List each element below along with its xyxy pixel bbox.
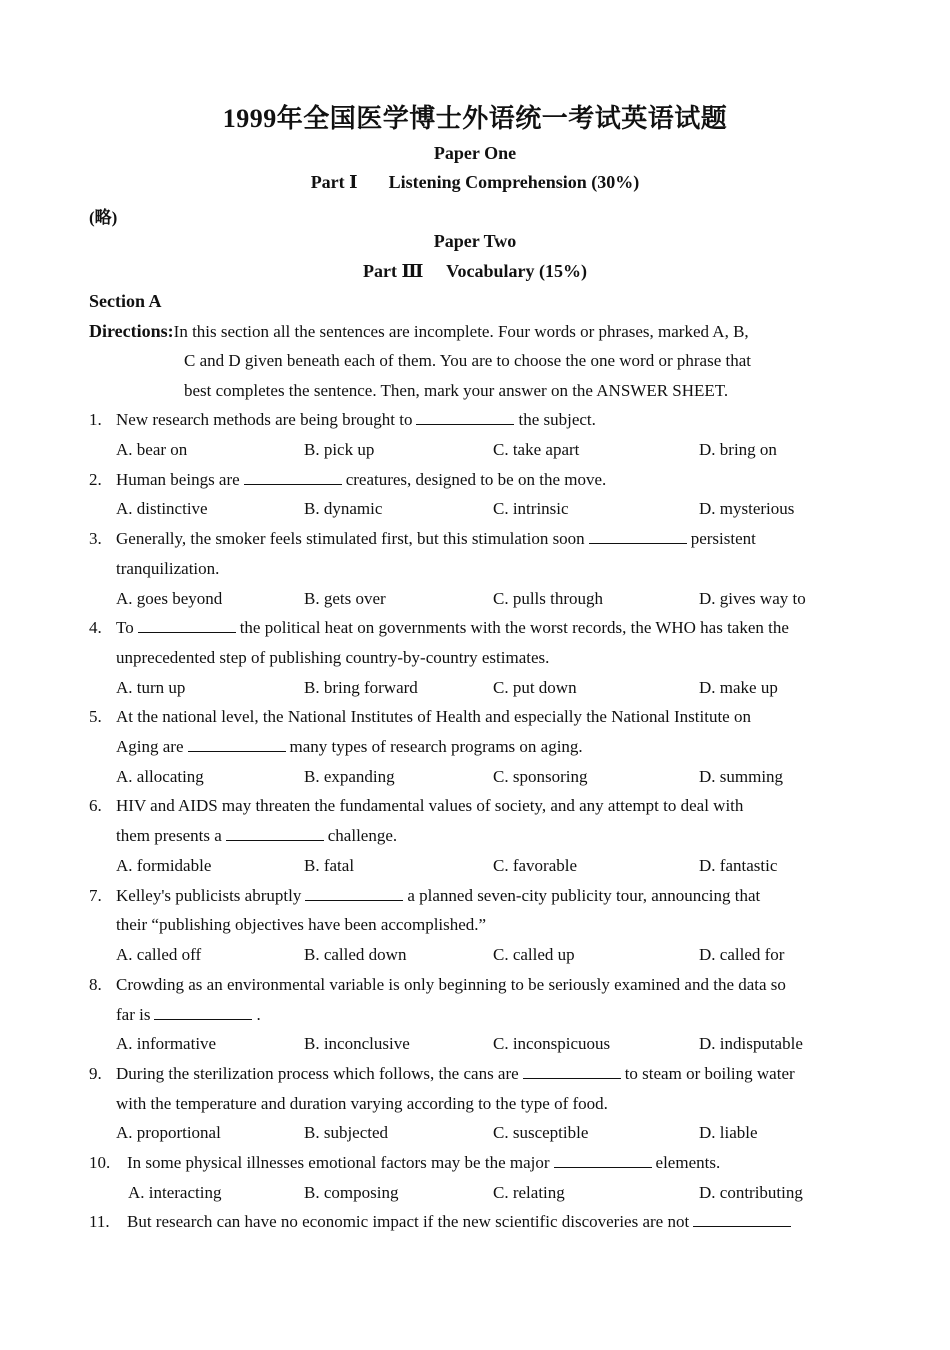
- part1-heading: [0, 172, 950, 193]
- option-a: A. distinctive: [116, 499, 208, 518]
- option-a: A. called off: [116, 945, 202, 964]
- option-c: C. favorable: [493, 856, 578, 875]
- option-c: C. pulls through: [493, 589, 604, 608]
- option-a: A. proportional: [116, 1123, 221, 1142]
- question-8-continued: [116, 1005, 261, 1025]
- option-b: B. composing: [304, 1183, 399, 1202]
- question-text: In some physical illnesses emotional factors may be the major: [127, 1153, 550, 1172]
- question-1: [89, 410, 596, 430]
- answer-blank: [589, 529, 687, 544]
- question-3: [89, 529, 875, 549]
- option-d: D. indisputable: [699, 1034, 803, 1053]
- question-number: 1.: [89, 410, 102, 429]
- question-text: many types of research programs on aging.: [289, 737, 583, 756]
- option-b: B. bring forward: [304, 678, 418, 697]
- option-a: A. informative: [116, 1034, 217, 1053]
- answer-blank: [554, 1153, 652, 1168]
- option-b: B. fatal: [304, 856, 355, 875]
- answer-blank: [416, 410, 514, 425]
- answer-blank: [138, 618, 236, 633]
- option-d: D. called for: [699, 945, 785, 964]
- option-b: B. expanding: [304, 767, 395, 786]
- option-a: A. allocating: [116, 767, 204, 786]
- question-text: But research can have no economic impact if the new scientific discoveries are not: [127, 1212, 690, 1231]
- question-9-continued: with the temperature and duration varying according to the type of food.: [116, 1094, 608, 1113]
- option-a: A. formidable: [116, 856, 212, 875]
- question-3-continued: tranquilization.: [116, 559, 220, 578]
- question-11: [89, 1212, 795, 1232]
- question-number: 11.: [89, 1212, 110, 1231]
- option-b: B. called down: [304, 945, 407, 964]
- question-number: 9.: [89, 1064, 102, 1083]
- option-d: D. make up: [699, 678, 778, 697]
- option-a: A. interacting: [128, 1183, 222, 1202]
- question-text: Kelley's publicists abruptly: [116, 886, 302, 905]
- question-7: [89, 886, 760, 906]
- question-text: Human beings are: [116, 470, 240, 489]
- option-d: D. contributing: [699, 1183, 803, 1202]
- question-text: to steam or boiling water: [624, 1064, 795, 1083]
- question-4-continued: unprecedented step of publishing country-by-country estimates.: [116, 648, 550, 667]
- question-text: far is: [116, 1005, 151, 1024]
- answer-blank: [226, 826, 324, 841]
- option-c: C. intrinsic: [493, 499, 569, 518]
- question-number: 7.: [89, 886, 102, 905]
- option-c: C. called up: [493, 945, 575, 964]
- question-text: At the national level, the National Institutes of Health and especially the National Institute on: [116, 707, 751, 726]
- option-c: C. take apart: [493, 440, 580, 459]
- question-text: HIV and AIDS may threaten the fundamental values of society, and any attempt to deal with: [116, 796, 744, 815]
- question-number: 2.: [89, 470, 102, 489]
- option-b: B. pick up: [304, 440, 375, 459]
- option-a: A. turn up: [116, 678, 186, 697]
- directions-line-3: best completes the sentence. Then, mark your answer on the ANSWER SHEET.: [184, 381, 729, 400]
- question-9: [89, 1064, 795, 1084]
- part1-label: Part Ⅰ: [310, 172, 358, 192]
- answer-blank: [244, 470, 342, 485]
- option-d: D. mysterious: [699, 499, 795, 518]
- question-text: them presents a: [116, 826, 222, 845]
- question-text: the political heat on governments with the worst records, the WHO has taken the: [239, 618, 789, 637]
- option-d: D. fantastic: [699, 856, 778, 875]
- paper-two-heading: Paper Two: [433, 231, 517, 251]
- part3-name: Vocabulary (15%): [446, 261, 587, 281]
- option-c: C. put down: [493, 678, 577, 697]
- paper-one-heading: Paper One: [433, 143, 517, 163]
- section-heading: Section A: [89, 291, 162, 311]
- option-b: B. gets over: [304, 589, 386, 608]
- question-5-continued: [116, 737, 583, 757]
- directions-text-1: In this section all the sentences are incomplete. Four words or phrases, marked A, B,: [173, 322, 749, 341]
- question-text: creatures, designed to be on the move.: [345, 470, 607, 489]
- question-text: Crowding as an environmental variable is only beginning to be seriously examined and the data so: [116, 975, 786, 994]
- option-a: A. bear on: [116, 440, 188, 459]
- directions-line-2: C and D given beneath each of them. You are to choose the one word or phrase that: [184, 351, 751, 370]
- answer-blank: [154, 1005, 252, 1020]
- question-5: [89, 707, 751, 727]
- question-number: 4.: [89, 618, 102, 637]
- option-c: C. susceptible: [493, 1123, 589, 1142]
- question-number: 8.: [89, 975, 102, 994]
- question-8: [89, 975, 786, 995]
- option-b: B. inconclusive: [304, 1034, 410, 1053]
- question-text: challenge.: [327, 826, 398, 845]
- option-d: D. liable: [699, 1123, 758, 1142]
- question-4: [89, 618, 789, 638]
- option-d: D. gives way to: [699, 589, 806, 608]
- question-number: 10.: [89, 1153, 111, 1172]
- option-c: C. relating: [493, 1183, 565, 1202]
- answer-blank: [693, 1212, 791, 1227]
- option-b: B. subjected: [304, 1123, 389, 1142]
- option-d: D. bring on: [699, 440, 777, 459]
- part3-label: Part Ⅲ: [363, 261, 424, 281]
- question-number: 3.: [89, 529, 102, 548]
- omitted-note: (略): [89, 208, 118, 227]
- option-c: C. inconspicuous: [493, 1034, 611, 1053]
- question-6-continued: [116, 826, 397, 846]
- question-6: [89, 796, 743, 816]
- question-text: elements.: [655, 1153, 721, 1172]
- option-a: A. goes beyond: [116, 589, 223, 608]
- part3-heading: [0, 261, 950, 282]
- part1-name: Listening Comprehension (30%): [388, 172, 640, 192]
- question-text: the subject.: [518, 410, 596, 429]
- question-7-continued: their “publishing objectives have been accomplished.”: [116, 915, 487, 934]
- question-text: To: [116, 618, 134, 637]
- question-text: Aging are: [116, 737, 184, 756]
- question-2: [89, 470, 606, 490]
- question-text: a planned seven-city publicity tour, announcing that: [407, 886, 761, 905]
- question-text: Generally, the smoker feels stimulated first, but this stimulation soon: [116, 529, 585, 548]
- directions-line-1: [89, 321, 875, 342]
- page-title: 1999年全国医学博士外语统一考试英语试题: [222, 104, 728, 133]
- question-text: persistent: [690, 529, 756, 548]
- option-d: D. summing: [699, 767, 784, 786]
- question-text: New research methods are being brought to: [116, 410, 413, 429]
- question-10: [89, 1153, 720, 1173]
- question-number: 5.: [89, 707, 102, 726]
- answer-blank: [188, 737, 286, 752]
- question-number: 6.: [89, 796, 102, 815]
- option-c: C. sponsoring: [493, 767, 588, 786]
- option-b: B. dynamic: [304, 499, 383, 518]
- answer-blank: [305, 886, 403, 901]
- answer-blank: [523, 1064, 621, 1079]
- question-text: .: [256, 1005, 261, 1024]
- directions-label: Directions:: [89, 321, 174, 341]
- question-text: During the sterilization process which follows, the cans are: [116, 1064, 519, 1083]
